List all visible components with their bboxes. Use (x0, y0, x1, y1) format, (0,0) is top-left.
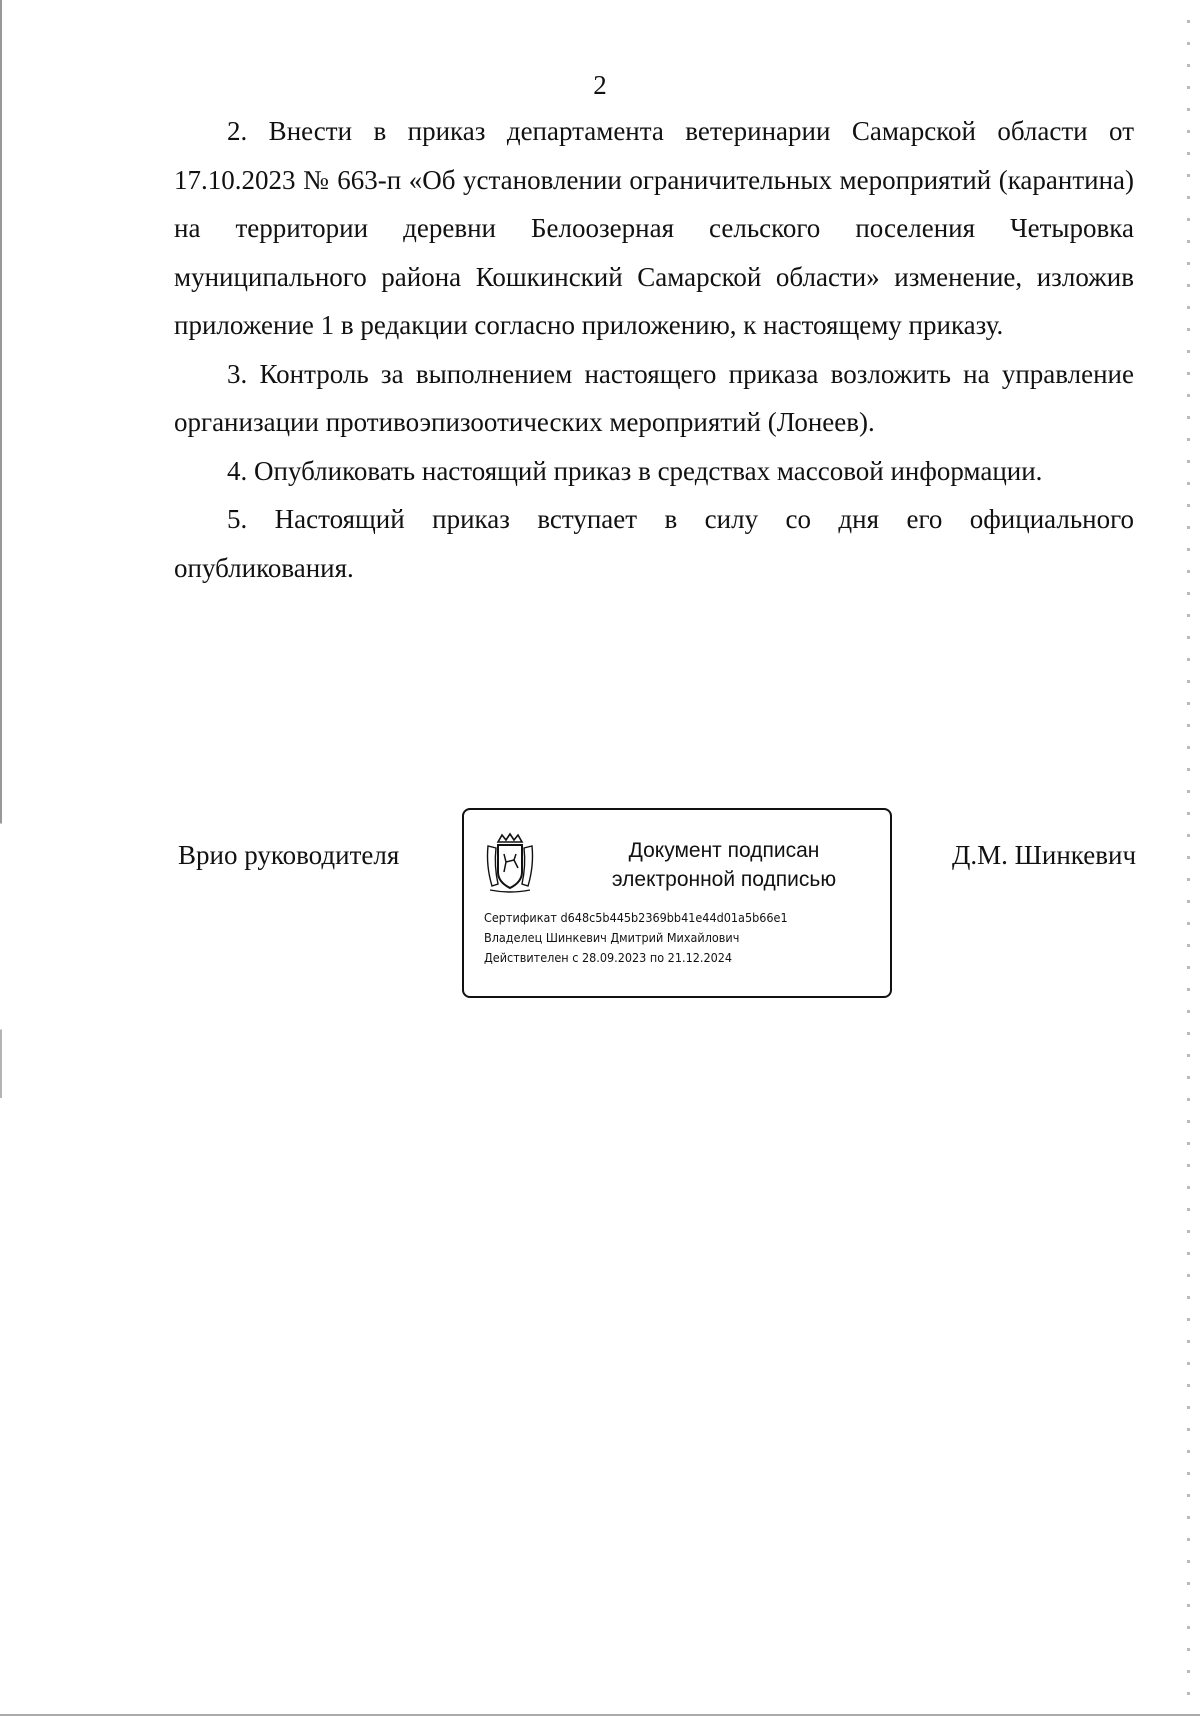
electronic-signature-stamp (462, 808, 892, 998)
paragraph-5: 5. Настоящий приказ вступает в силу со дня его официального опубликования. (174, 504, 1134, 583)
owner-line: Владелец Шинкевич Дмитрий Михайлович (484, 930, 740, 945)
signer-position: Врио руководителя (178, 840, 400, 870)
order-body (174, 107, 1134, 592)
paragraph-2: 2. Внести в приказ департамента ветеринарии Самарской области от 17.10.2023 № 663-п «Об установлении ограничительных мероприятий (карантина) на территории деревни Белоозерная сельского поселения Четыровка муниципального района Кошкинский Самарской области» изменение, изложив приложение 1 в редакции согласно приложению, к настоящему приказу. (174, 116, 1134, 340)
signature-block (0, 808, 1200, 1008)
stamp-details (484, 908, 788, 968)
validity-line: Действителен с 28.09.2023 по 21.12.2024 (484, 950, 733, 965)
signer-name: Д.М. Шинкевич (952, 840, 1137, 870)
paragraph-3: 3. Контроль за выполнением настоящего приказа возложить на управление организации противоэпизоотических мероприятий (Лонеев). (174, 358, 1134, 437)
certificate-line: Сертификат d648c5b445b2369bb41e44d01a5b66e1 (484, 910, 788, 925)
stamp-line-2: электронной подписью (611, 868, 837, 891)
paragraph-4: 4. Опубликовать настоящий приказ в средствах массовой информации. (227, 455, 1043, 486)
stamp-heading (574, 836, 874, 894)
samara-coat-of-arms-icon (484, 832, 536, 894)
stamp-line-1: Документ подписан (628, 839, 820, 862)
page-number: 2 (593, 70, 607, 100)
